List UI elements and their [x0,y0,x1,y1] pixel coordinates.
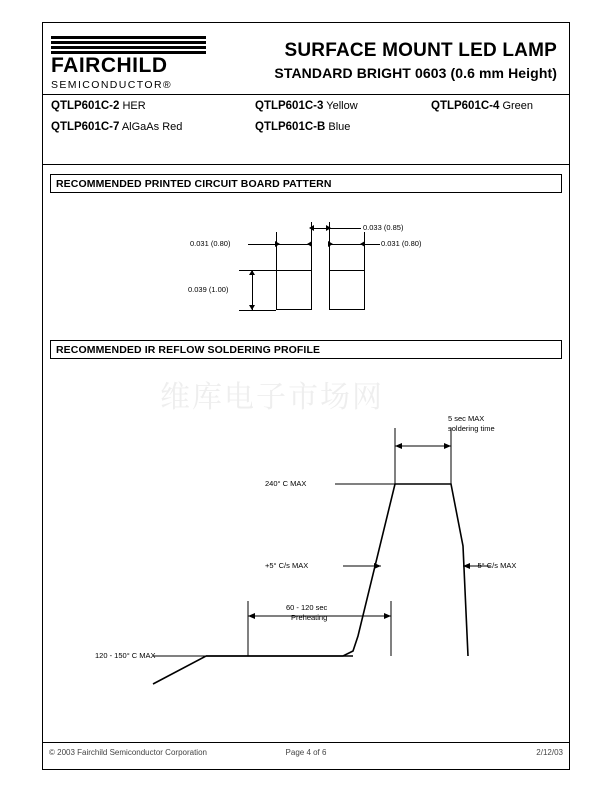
section-title-reflow: RECOMMENDED IR REFLOW SOLDERING PROFILE [56,344,321,356]
dim-line-height [252,270,253,310]
dim-arrow-height-top [249,270,255,275]
rampup-arrow [374,563,381,569]
dim-leader-gap [329,228,361,229]
section-header-pcb-pattern [50,174,562,193]
ext-line-d [364,232,365,270]
pcb-pattern-drawing [43,200,569,335]
dim-label-left-pad: 0.031 (0.80) [190,239,231,248]
label-dwell-time-line2: soldering time [448,424,495,433]
title-primary: SURFACE MOUNT LED LAMP [284,40,557,61]
part-code: QTLP601C-4 [431,100,500,112]
preheat-arrow-left [248,613,255,619]
part-code: QTLP601C-7 [51,121,120,133]
dim-label-right-pad: 0.031 (0.80) [381,239,422,248]
footer-divider [43,742,569,743]
label-ramp-down: -5° C/s MAX [475,561,517,570]
dim-ext-height-top [239,270,276,271]
part-code: QTLP601C-3 [255,100,324,112]
dim-arrow-right-pad-a [328,241,333,247]
logo-bars-icon [51,36,206,53]
ext-line-a [276,232,277,270]
reflow-profile-chart [43,366,569,746]
page-header [43,23,569,91]
part-entry [431,100,533,112]
part-code: QTLP601C-B [255,121,326,133]
dim-arrow-gap-left [309,225,314,231]
part-row [43,100,569,121]
logo-company-sub: SEMICONDUCTOR® [51,79,173,91]
header-divider-bottom [43,164,569,165]
part-number-list [43,100,569,142]
label-soak-temp: 120 - 150° C MAX [95,651,156,660]
dim-leader-right-pad [364,244,380,245]
footer-date: 2/12/03 [536,748,563,757]
part-code: QTLP601C-2 [51,100,120,112]
preheat-arrow-right [384,613,391,619]
pcb-pad-left [276,270,312,310]
reflow-profile-svg [43,366,569,746]
part-entry [255,121,350,133]
dim-arrow-height-bottom [249,305,255,310]
part-color: Green [499,100,534,112]
watermark-text: 维库电子市场网 [160,380,384,415]
dim-label-gap: 0.033 (0.85) [363,223,404,232]
dim-leader-left-pad [248,244,276,245]
part-entry [255,100,358,112]
footer-copyright: © 2003 Fairchild Semiconductor Corporation [49,748,207,757]
label-ramp-up: +5° C/s MAX [265,561,309,570]
dim-arrow-left-pad-b [307,241,312,247]
dim-line-right-pad [329,244,364,245]
document-title [274,39,557,83]
part-color: AlGaAs Red [119,121,183,133]
part-color: HER [119,100,146,112]
dwell-arrow-right [444,443,451,449]
part-color: Yellow [323,100,358,112]
fairchild-logo [51,36,211,91]
dim-ext-height-bottom [239,310,276,311]
section-header-reflow [50,340,562,359]
part-entry [51,121,182,133]
part-entry [51,100,146,112]
part-row [43,121,569,142]
header-divider-top [43,94,569,95]
label-dwell-time-line1: 5 sec MAX [448,414,485,423]
title-secondary: STANDARD BRIGHT 0603 (0.6 mm Height) [274,65,557,81]
label-preheat-caption: Preheating [291,613,328,622]
dwell-arrow-left [395,443,402,449]
reflow-curve [153,484,468,684]
pcb-pad-right [329,270,365,310]
label-preheat-time: 60 - 120 sec [286,603,328,612]
dim-line-left-pad [276,244,311,245]
footer-page-number: Page 4 of 6 [285,748,327,757]
logo-company-name: FAIRCHILD [51,54,168,77]
label-peak-temp: 240° C MAX [265,479,307,488]
section-title-pcb: RECOMMENDED PRINTED CIRCUIT BOARD PATTERN [56,178,332,190]
dim-label-height: 0.039 (1.00) [188,285,229,294]
part-color: Blue [325,121,351,133]
